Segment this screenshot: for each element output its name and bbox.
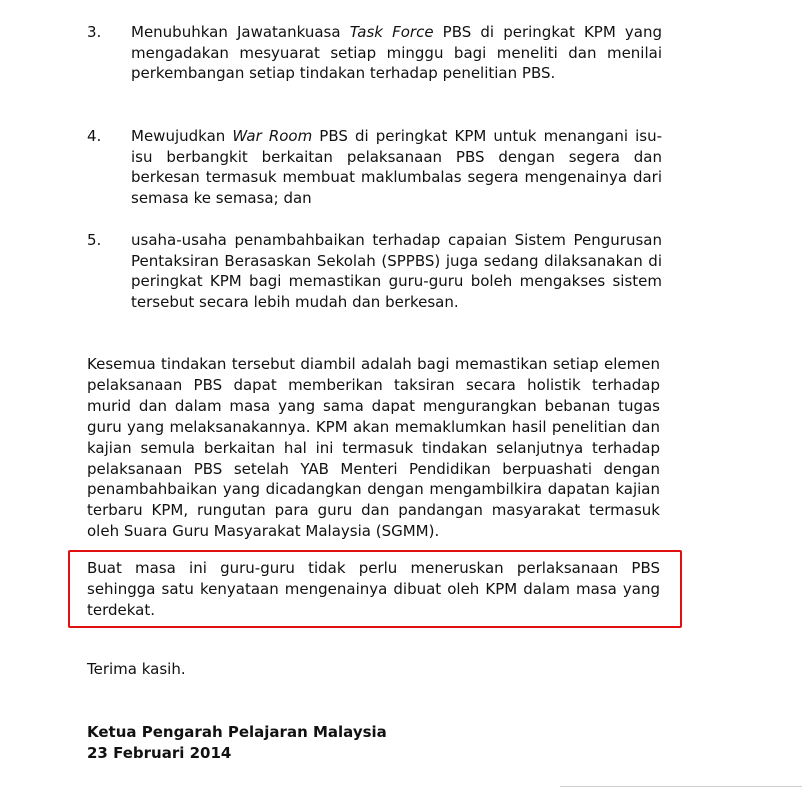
signature-title: Ketua Pengarah Pelajaran Malaysia — [87, 723, 387, 741]
list-item-text — [131, 126, 662, 208]
signature-date: 23 Februari 2014 — [87, 744, 232, 762]
list-item-text — [131, 22, 662, 84]
list-item-text-post: PBS di peringkat KPM untuk menangani isu-isu berbangkit berkaitan pelaksanaan PBS dengan segera dan berkesan termasuk membuat maklumbalas segera mengenainya dari semasa ke semasa; dan — [131, 127, 663, 207]
list-item-text-post: PBS di peringkat KPM yang mengadakan mesyuarat setiap minggu bagi meneliti dan menilai perkembangan setiap tindakan terhadap penelitian PBS. — [131, 23, 662, 82]
page-edge-divider — [560, 786, 802, 787]
highlighted-paragraph: Buat masa ini guru-guru tidak perlu meneruskan perlaksanaan PBS sehingga satu kenyataan mengenainya dibuat oleh KPM dalam masa yang terdekat. — [87, 559, 660, 619]
list-item-text-emphasis: War Room — [232, 127, 313, 145]
list-item-4 — [87, 126, 662, 208]
main-paragraph: Kesemua tindakan tersebut diambil adalah bagi memastikan setiap elemen pelaksanaan PBS dapat memberikan taksiran secara holistik terhadap murid dan dalam masa yang sama dapat mengurangkan bebanan tugas guru yang melaksanakannya. KPM akan memaklumkan hasil penelitian dan kajian semula berkaitan hal ini termasuk tindakan selanjutnya terhadap pelaksanaan PBS setelah YAB Menteri Pendidikan berpuashati dengan penambahbaikan yang dicadangkan dengan mengambilkira dapatan kajian terbaru KPM, rungutan para guru dan pandangan masyarakat termasuk oleh Suara Guru Masyarakat Malaysia (SGMM). — [87, 355, 660, 541]
list-item-5 — [87, 230, 662, 312]
list-item-text: usaha-usaha penambahbaikan terhadap capaian Sistem Pengurusan Pentaksiran Berasaskan Sekolah (SPPBS) juga sedang dilaksanakan di peringkat KPM bagi memastikan guru-guru boleh mengakses sistem tersebut secara lebih mudah dan berkesan. — [131, 231, 662, 311]
list-item-number: 4. — [87, 127, 102, 145]
signature-block — [87, 722, 387, 764]
list-item-3 — [87, 22, 662, 84]
list-item-text-emphasis: Task Force — [349, 23, 434, 41]
closing-text: Terima kasih. — [87, 660, 186, 678]
list-item-text-pre: Menubuhkan Jawatankuasa — [131, 23, 350, 41]
list-item-number: 5. — [87, 231, 102, 249]
list-item-text-pre: Mewujudkan — [131, 127, 233, 145]
list-item-number: 3. — [87, 23, 102, 41]
